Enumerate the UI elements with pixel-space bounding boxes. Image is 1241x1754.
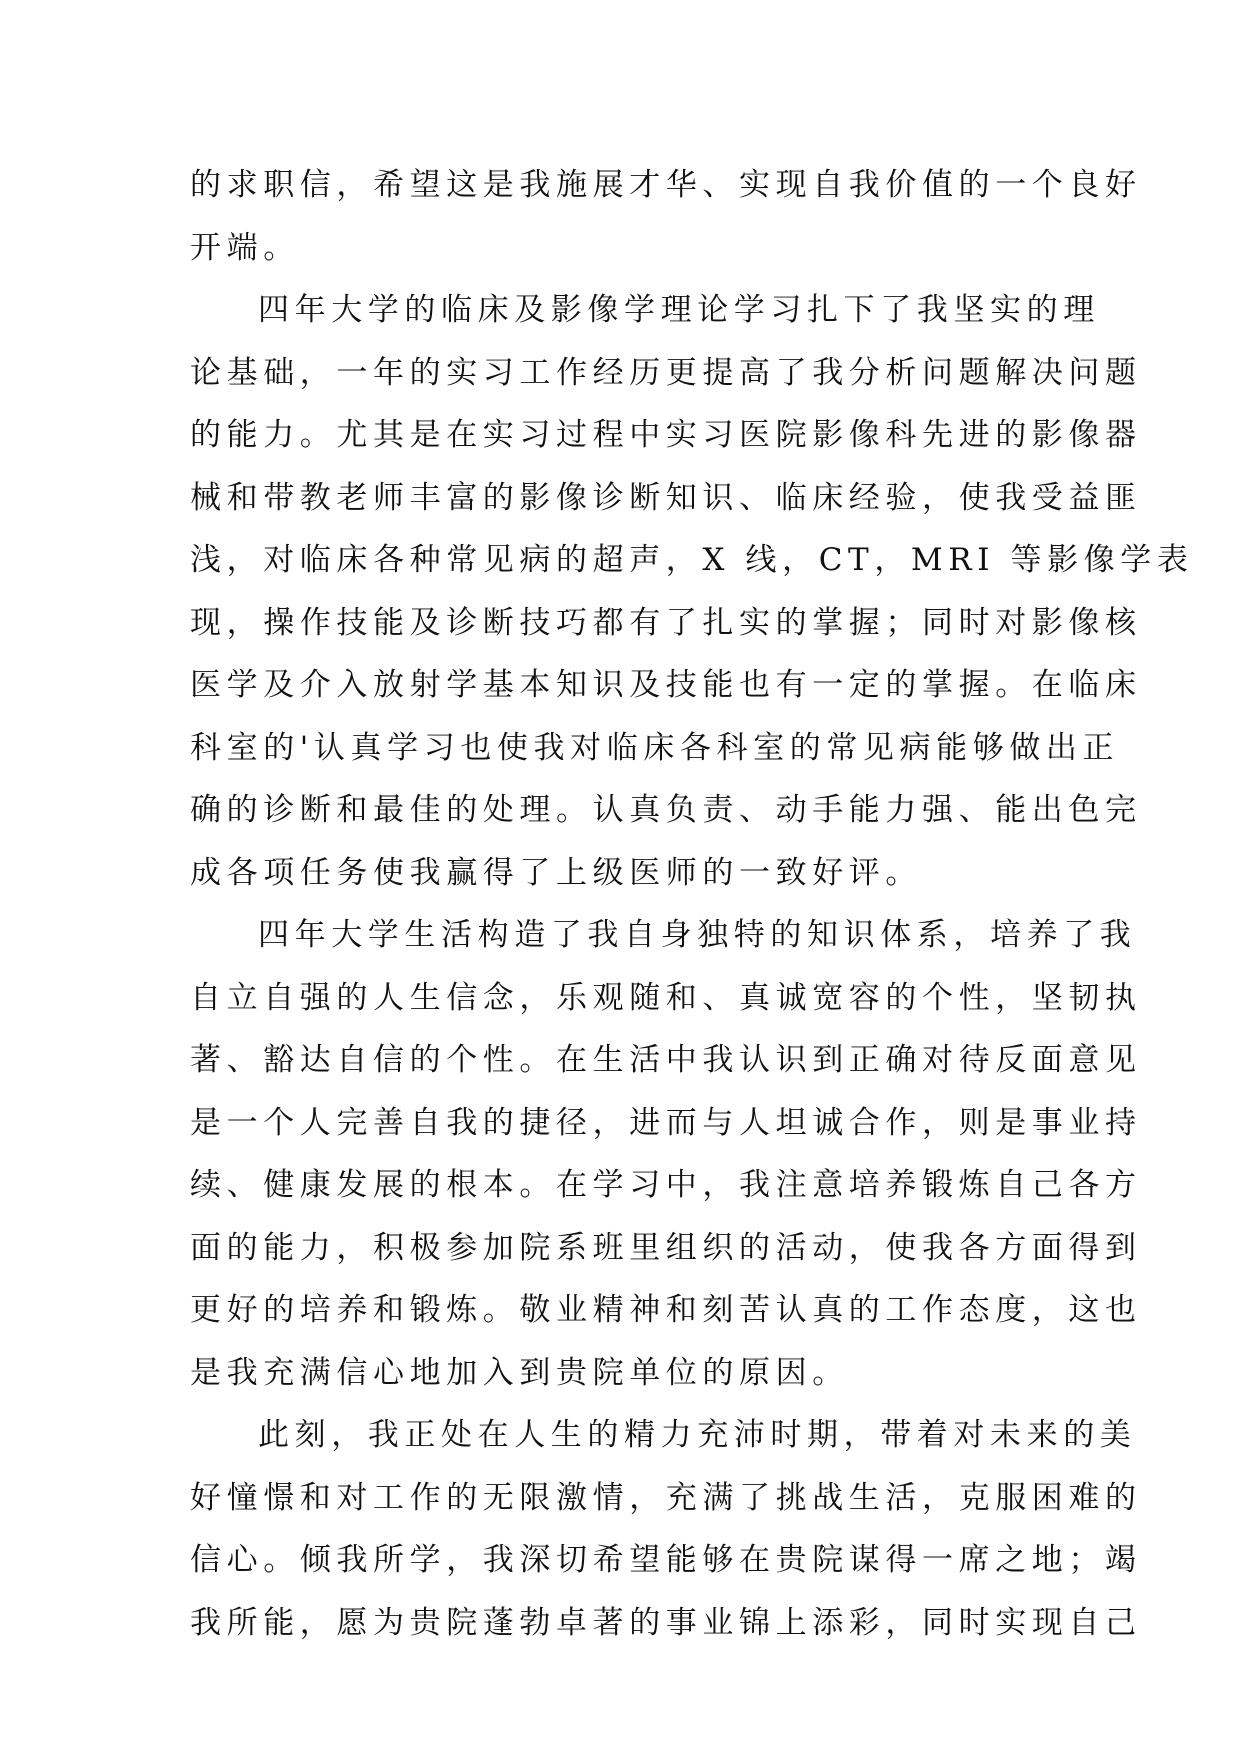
text-line: 面的能力，积极参加院系班里组织的活动，使我各方面得到 bbox=[190, 1229, 1142, 1266]
paragraph-start-line: 四年大学的临床及影像学理论学习扎下了我坚实的理 bbox=[258, 292, 1100, 328]
text-line: 的能力。尤其是在实习过程中实习医院影像科先进的影像器 bbox=[190, 417, 1142, 453]
text-line: 续、健康发展的根本。在学习中，我注意培养锻炼自己各方 bbox=[190, 1167, 1142, 1203]
text-line: 确的诊断和最佳的处理。认真负责、动手能力强、能出色完 bbox=[190, 792, 1142, 828]
text-line: 是一个人完善自我的捷径，进而与人坦诚合作，则是事业持 bbox=[190, 1104, 1142, 1141]
text-line: 科室的'认真学习也使我对临床各科室的常见病能够做出正 bbox=[190, 729, 1120, 766]
paragraph-start-line: 四年大学生活构造了我自身独特的知识体系，培养了我 bbox=[258, 917, 1137, 953]
text-line: 现，操作技能及诊断技巧都有了扎实的掌握；同时对影像核 bbox=[190, 604, 1142, 641]
text-line: 论基础，一年的实习工作经历更提高了我分析问题解决问题 bbox=[190, 354, 1142, 391]
text-line: 著、豁达自信的个性。在生活中我认识到正确对待反面意见 bbox=[190, 1042, 1142, 1078]
text-line: 的求职信，希望这是我施展才华、实现自我价值的一个良好 bbox=[190, 167, 1142, 203]
text-line: 自立自强的人生信念，乐观随和、真诚宽容的个性，坚韧执 bbox=[190, 979, 1142, 1016]
text-line: 好憧憬和对工作的无限激情，充满了挑战生活，克服困难的 bbox=[190, 1479, 1142, 1516]
text-line: 是我充满信心地加入到贵院单位的原因。 bbox=[190, 1354, 849, 1391]
body-text bbox=[190, 154, 1194, 1654]
text-line: 信心。倾我所学，我深切希望能够在贵院谋得一席之地；竭 bbox=[190, 1542, 1142, 1578]
text-line: 医学及介入放射学基本知识及技能也有一定的掌握。在临床 bbox=[190, 667, 1142, 703]
text-line: 浅，对临床各种常见病的超声，X 线，CT，MRI 等影像学表 bbox=[190, 542, 1194, 578]
text-line: 开端。 bbox=[190, 229, 300, 266]
text-line: 械和带教老师丰富的影像诊断知识、临床经验，使我受益匪 bbox=[190, 479, 1142, 516]
text-line: 更好的培养和锻炼。敬业精神和刻苦认真的工作态度，这也 bbox=[190, 1292, 1142, 1328]
paragraph-start-line: 此刻，我正处在人生的精力充沛时期，带着对未来的美 bbox=[258, 1417, 1137, 1453]
text-line: 成各项任务使我赢得了上级医师的一致好评。 bbox=[190, 854, 922, 891]
text-line: 我所能，愿为贵院蓬勃卓著的事业锦上添彩，同时实现自己 bbox=[190, 1604, 1142, 1641]
